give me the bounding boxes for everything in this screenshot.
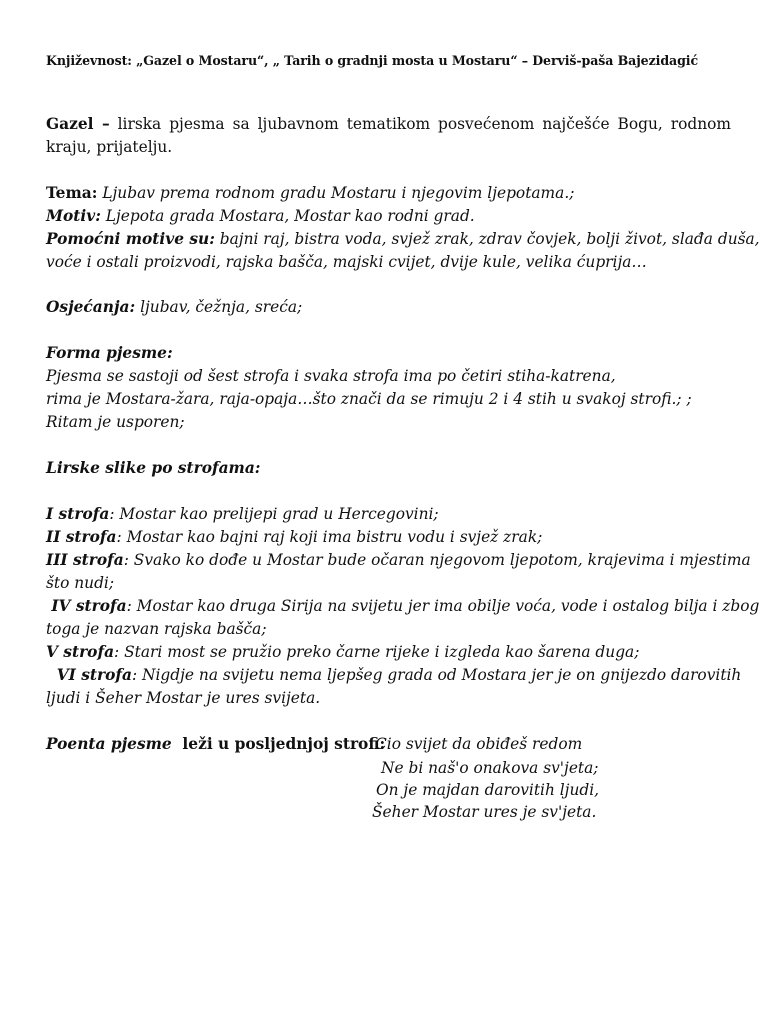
osjecanja-label: Osjećanja: (46, 298, 136, 316)
stanza-text: : Mostar kao bajni raj koji ima bistru vodu i svjež zrak; (116, 528, 543, 546)
forma-line: Pjesma se sastoji od šest strofa i svaka strofa ima po četiri stiha-katrena, (46, 367, 616, 385)
stanza-label: I strofa (46, 505, 110, 523)
stanza-text: : Mostar kao prelijepi grad u Hercegovini; (109, 505, 439, 523)
stanza-label: V strofa (46, 643, 115, 661)
forma-line: rima je Mostara-žara, raja-opaja…što znači da se rimuju 2 i 4 stih u svakoj strofi.; ; (46, 390, 692, 408)
lyric-images-heading: Lirske slike po strofama: (46, 459, 261, 477)
poenta-verse: On je majdan darovitih ljudi, (376, 781, 600, 799)
stanza-item (46, 641, 731, 664)
document-header: Književnost: „Gazel o Mostaru“, „ Tarih o gradnji mosta u Mostaru“ – Derviš-paša Bajezidagić (46, 53, 699, 68)
stanza-item (46, 549, 751, 572)
pomocni-label: Pomoćni motive su: (46, 230, 215, 248)
forma-line: Ritam je usporen; (46, 413, 185, 431)
tema-text: Ljubav prema rodnom gradu Mostaru i njegovim ljepotama.; (97, 184, 575, 202)
stanza-text-continued: toga je nazvan rajska bašča; (46, 620, 267, 638)
stanza-item (46, 595, 760, 618)
motiv-text: Ljepota grada Mostara, Mostar kao rodni grad. (100, 207, 475, 225)
document-page (46, 0, 760, 1024)
stanza-item (46, 526, 731, 549)
stanza-label: IV strofa (46, 597, 127, 615)
definition-term: Gazel – (46, 115, 110, 133)
stanzas-section (46, 503, 760, 710)
definition-paragraph (46, 113, 731, 159)
theme-section (46, 182, 760, 274)
stanza-text: : Stari most se pružio preko čarne rijeke i izgleda kao šarena duga; (114, 643, 640, 661)
stanza-text-continued: ljudi i Šeher Mostar je ures svijeta. (46, 689, 321, 707)
motiv-label: Motiv: (46, 207, 101, 225)
poenta-label: Poenta pjesme leži u posljednjoj strofi: (46, 735, 386, 753)
tema-line (46, 182, 731, 205)
poenta-verse: Cio svijet da obiđeš redom (375, 735, 583, 753)
point-section (46, 733, 731, 833)
poenta-verse: Šeher Mostar ures je sv'jeta. (372, 803, 597, 821)
stanza-label: III strofa (46, 551, 124, 569)
stanza-text: : Mostar kao druga Sirija na svijetu jer ima obilje voća, vode i ostalog bilja i zbog (126, 597, 760, 615)
pomocni-text-line2: voće i ostali proizvodi, rajska bašča, majski cvijet, dvije kule, velika ćuprija… (46, 253, 647, 271)
feelings-section (46, 296, 731, 319)
osjecanja-text: ljubav, čežnja, sreća; (135, 298, 303, 316)
pomocni-text-line1: bajni raj, bistra voda, svjež zrak, zdrav čovjek, bolji život, slađa duša, (214, 230, 760, 248)
stanza-text: : Svako ko dođe u Mostar bude očaran njegovom ljepotom, krajevima i mjestima (123, 551, 751, 569)
tema-label: Tema: (46, 184, 98, 202)
stanza-label: II strofa (46, 528, 117, 546)
form-section (46, 342, 731, 434)
motiv-line (46, 205, 731, 228)
stanza-text-continued: što nudi; (46, 574, 115, 592)
pomocni-line1 (46, 228, 760, 251)
stanza-text: : Nigdje na svijetu nema ljepšeg grada od Mostara jer je on gnijezdo darovitih (131, 666, 742, 684)
stanza-label: VI strofa (46, 666, 132, 684)
definition-text-line1: lirska pjesma sa ljubavnom tematikom posvećenom najčešće Bogu, rodnom (109, 115, 731, 133)
forma-label: Forma pjesme: (46, 344, 173, 362)
stanza-item (46, 503, 731, 526)
stanza-item (46, 664, 742, 687)
definition-text-line2: kraju, prijatelju. (46, 138, 173, 156)
poenta-verse: Ne bi naš'o onakova sv'jeta; (381, 759, 599, 777)
